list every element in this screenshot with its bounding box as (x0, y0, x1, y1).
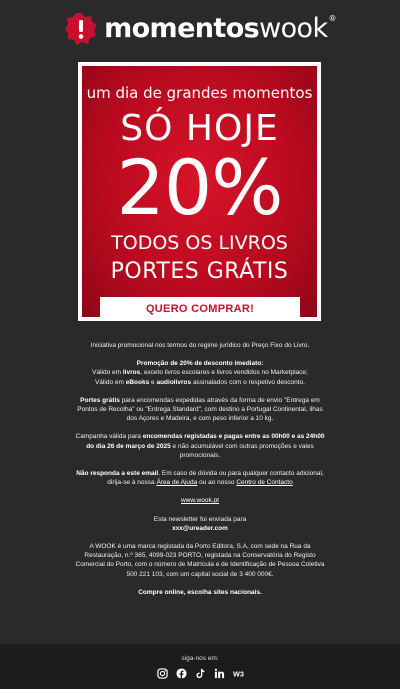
help-area-link[interactable]: Área de Ajuda (156, 479, 198, 487)
exclamation-badge-icon (64, 12, 98, 46)
follow-us-label: siga-nos em: (181, 655, 219, 662)
legal-intro: Iniciativa promocional nos termos do regime jurídico do Preço Fixo do Livro. (90, 342, 310, 349)
banner-today: SÓ HOJE (120, 108, 279, 149)
legal-content (74, 341, 326, 606)
company-info: A WOOK é uma marca registada da Porto Editora, S.A, com sede na Rua da Restauração, n.º 365, 4099-023 PORTO, registada na Conservatória do Registo Comercial do Porto, com o número de Matrícula e de Identificação de Pessoa Coletiva 500 221 103, com um capital social de 3 400 000€. (75, 543, 325, 578)
facebook-icon[interactable] (176, 668, 187, 679)
promo-banner-inner[interactable] (82, 66, 317, 317)
footer (0, 644, 400, 689)
linkedin-icon[interactable] (214, 668, 225, 679)
noreply-notice: Não responda a este email. Em caso de dúvida ou para qualquer contacto adicional, dirija-se à nossa Área de Ajuda ou ao nosso Centro de Contacto (76, 470, 324, 487)
campaign-details: Campanha válida para encomendas registadas e pagas entre as 00h00 e as 24h00 do dia 26 de março de 2025 e não acumulável com outras promoções e vales promocionais. (75, 433, 325, 459)
contact-center-link[interactable]: Centro de Contacto (236, 479, 293, 487)
banner-discount: 20% (116, 143, 283, 232)
promo-title: Promoção de 20% de desconto imediato: (136, 360, 264, 368)
shipping-details: Portes grátis para encomendas expedidas através da forma de envio "Entrega em Pontos de Recolha" ou "Entrega Standard", com destino a Portugal Continental, ilhas dos Açores e Madeira, e com peso inferior a 10 kg. (77, 396, 323, 423)
wook-icon[interactable] (233, 668, 244, 679)
closing-line: Compre online, escolha sites nacionais. (138, 588, 262, 596)
banner-free-shipping: PORTES GRÁTIS (110, 259, 289, 284)
promo-banner[interactable] (78, 62, 321, 321)
banner-all-books: TODOS OS LIVROS (111, 232, 288, 254)
tiktok-icon[interactable] (195, 668, 206, 679)
logo-wordmark: momentoswook® (104, 13, 336, 44)
newsletter-info: Esta newsletter foi enviada para xxx@ureader.com (153, 515, 247, 532)
promo-details: Promoção de 20% de desconto imediato: Válido em livros, exceto livros escolares e livros vendidos no Marketplace; Válido em eBooks e audiolivros assinalados com o respetivo desconto. (92, 360, 308, 386)
instagram-icon[interactable] (157, 668, 168, 679)
recipient-email: xxx@ureader.com (172, 524, 228, 532)
buy-now-button[interactable]: QUERO COMPRAR! (100, 297, 300, 321)
wook-site-link[interactable]: www.wook.pt (181, 497, 219, 505)
social-icons (0, 668, 400, 679)
site-link-row (74, 496, 326, 505)
logo[interactable] (0, 12, 400, 46)
banner-tagline: um dia de grandes momentos (86, 84, 313, 102)
svg-text:W3: W3 (232, 669, 244, 679)
